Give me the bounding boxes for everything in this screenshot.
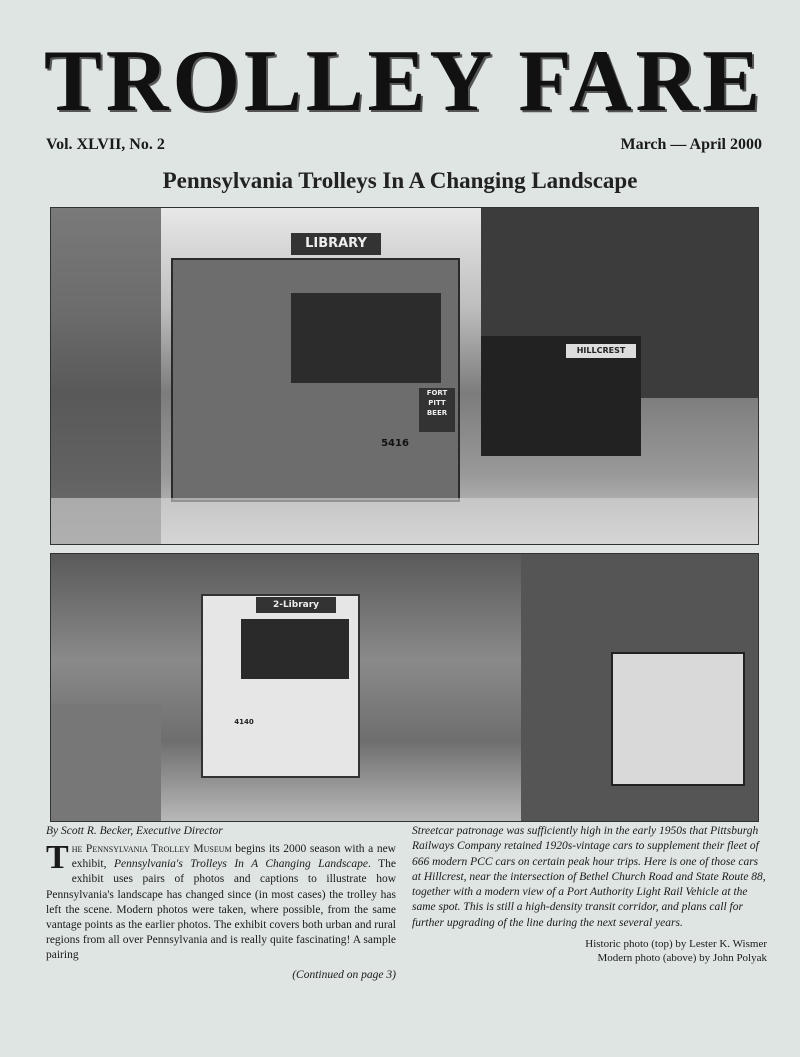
shelter-sign: HILLCREST: [566, 344, 636, 358]
car-number: 5416: [381, 438, 409, 449]
issue-date: March — April 2000: [620, 136, 762, 153]
masthead: [44, 32, 764, 136]
byline: By Scott R. Becker, Executive Director: [46, 825, 223, 837]
historic-trolley-photo: [50, 207, 759, 545]
beer-ad: FORT PITT BEER: [419, 388, 455, 432]
volume-issue: Vol. XLVII, No. 2: [46, 136, 165, 153]
caption-column: [412, 824, 767, 965]
article-column: [46, 824, 396, 983]
modern-lrv-photo: [50, 553, 759, 822]
masthead-title: TROLLEY FARE: [44, 33, 765, 130]
photo-credits: [412, 937, 767, 965]
photo-caption: Streetcar patronage was sufficiently high in the early 1950s that Pittsburgh Railways Company retained 1920s-vintage cars to supplement their fleet of 666 modern PCC cars on certain peak hour trips. Here is one of those cars at Hillcrest, near the intersection of Bethel Church Road and State Route 88, together with a modern view of a Port Authority Light Rail Vehicle at the same spot. This is still a high-density transit corridor, and plans call for further upgrading of the line during the next several years.: [412, 825, 766, 929]
destination-sign: LIBRARY: [291, 233, 381, 255]
headline: Pennsylvania Trolleys In A Changing Landscape: [162, 168, 638, 193]
drop-cap: T: [46, 839, 69, 876]
continued-link: (Continued on page 3): [292, 968, 396, 981]
article-body: The Pennsylvania Trolley Museum begins its 2000 season with a new exhibit, Pennsylvania's Trolleys In A Changing Landscape. The exhibit uses pairs of photos and captions to illustrate how Pennsylvania's landscape has changed since (in most cases) the trolley has left the scene. Modern photos were taken, where possible, from the same vantage points as the earlier photos. The exhibit covers both urban and rural regions from all over Pennsylvania and is really quite fascinating! A sample pairing: [46, 839, 396, 962]
destination-sign: 2-Library: [256, 597, 336, 613]
photo-credit-top: Historic photo (top) by Lester K. Wismer: [585, 938, 767, 951]
photo-credit-bottom: Modern photo (above) by John Polyak: [597, 952, 767, 965]
car-number: 4140: [234, 718, 254, 726]
